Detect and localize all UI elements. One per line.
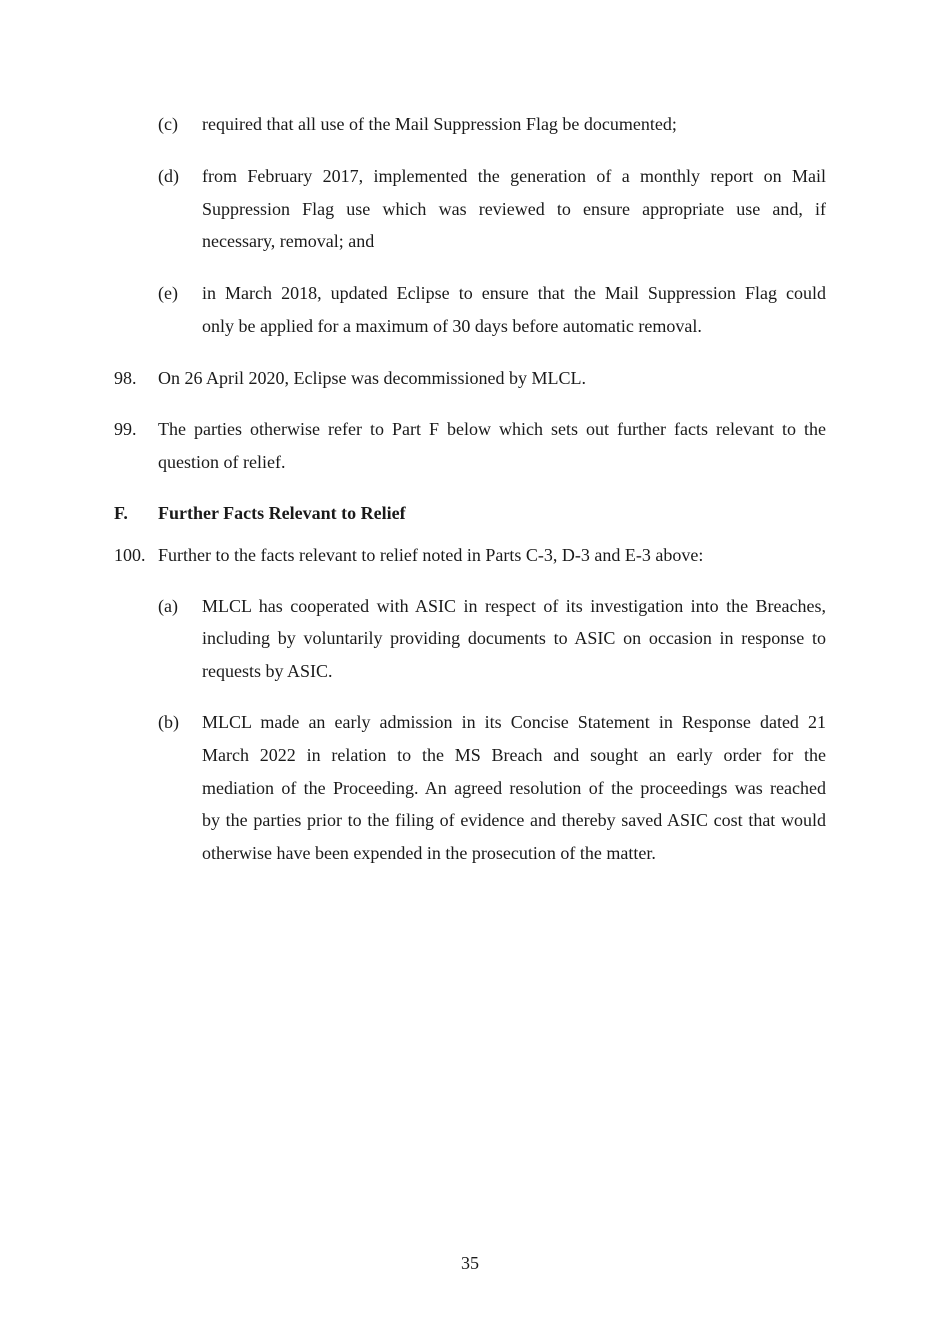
paragraph-number-99: 99. bbox=[114, 419, 137, 439]
list-item-d-line-3: necessary, removal; and bbox=[202, 231, 375, 251]
list-item-a-line-1: MLCL has cooperated with ASIC in respect of its investigation into the Breaches, bbox=[202, 596, 826, 616]
list-item-a-line-2: including by voluntarily providing documents to ASIC on occasion in response to bbox=[202, 628, 826, 648]
list-item-c-line-1: required that all use of the Mail Suppression Flag be documented; bbox=[202, 114, 677, 134]
list-item-b-line-1: MLCL made an early admission in its Concise Statement in Response dated 21 bbox=[202, 712, 826, 732]
list-item-d-line-2: Suppression Flag use which was reviewed to ensure appropriate use and, if bbox=[202, 199, 826, 219]
list-item-d-line-1: from February 2017, implemented the generation of a monthly report on Mail bbox=[202, 166, 826, 186]
list-label-e: (e) bbox=[158, 283, 178, 303]
paragraph-100-line-1: Further to the facts relevant to relief noted in Parts C-3, D-3 and E-3 above: bbox=[158, 545, 704, 565]
list-item-b-line-4: by the parties prior to the filing of evidence and thereby saved ASIC cost that would bbox=[202, 810, 826, 830]
section-letter: F. bbox=[114, 503, 128, 523]
list-label-b: (b) bbox=[158, 712, 179, 732]
section-heading: Further Facts Relevant to Relief bbox=[158, 503, 406, 523]
paragraph-98-line-1: On 26 April 2020, Eclipse was decommissioned by MLCL. bbox=[158, 368, 586, 388]
paragraph-99-line-2: question of relief. bbox=[158, 452, 286, 472]
list-item-a-line-3: requests by ASIC. bbox=[202, 661, 333, 681]
list-item-b-line-2: March 2022 in relation to the MS Breach and sought an early order for the bbox=[202, 745, 826, 765]
list-label-d: (d) bbox=[158, 166, 179, 186]
list-item-b-line-3: mediation of the Proceeding. An agreed resolution of the proceedings was reached bbox=[202, 778, 826, 798]
list-item-b-line-5: otherwise have been expended in the prosecution of the matter. bbox=[202, 843, 656, 863]
list-item-e-line-1: in March 2018, updated Eclipse to ensure that the Mail Suppression Flag could bbox=[202, 283, 826, 303]
list-label-c: (c) bbox=[158, 114, 178, 134]
paragraph-number-100: 100. bbox=[114, 545, 146, 565]
list-label-a: (a) bbox=[158, 596, 178, 616]
page-number: 35 bbox=[461, 1253, 479, 1273]
paragraph-number-98: 98. bbox=[114, 368, 137, 388]
list-item-e-line-2: only be applied for a maximum of 30 days before automatic removal. bbox=[202, 316, 702, 336]
paragraph-99-line-1: The parties otherwise refer to Part F below which sets out further facts relevant to the bbox=[158, 419, 826, 439]
